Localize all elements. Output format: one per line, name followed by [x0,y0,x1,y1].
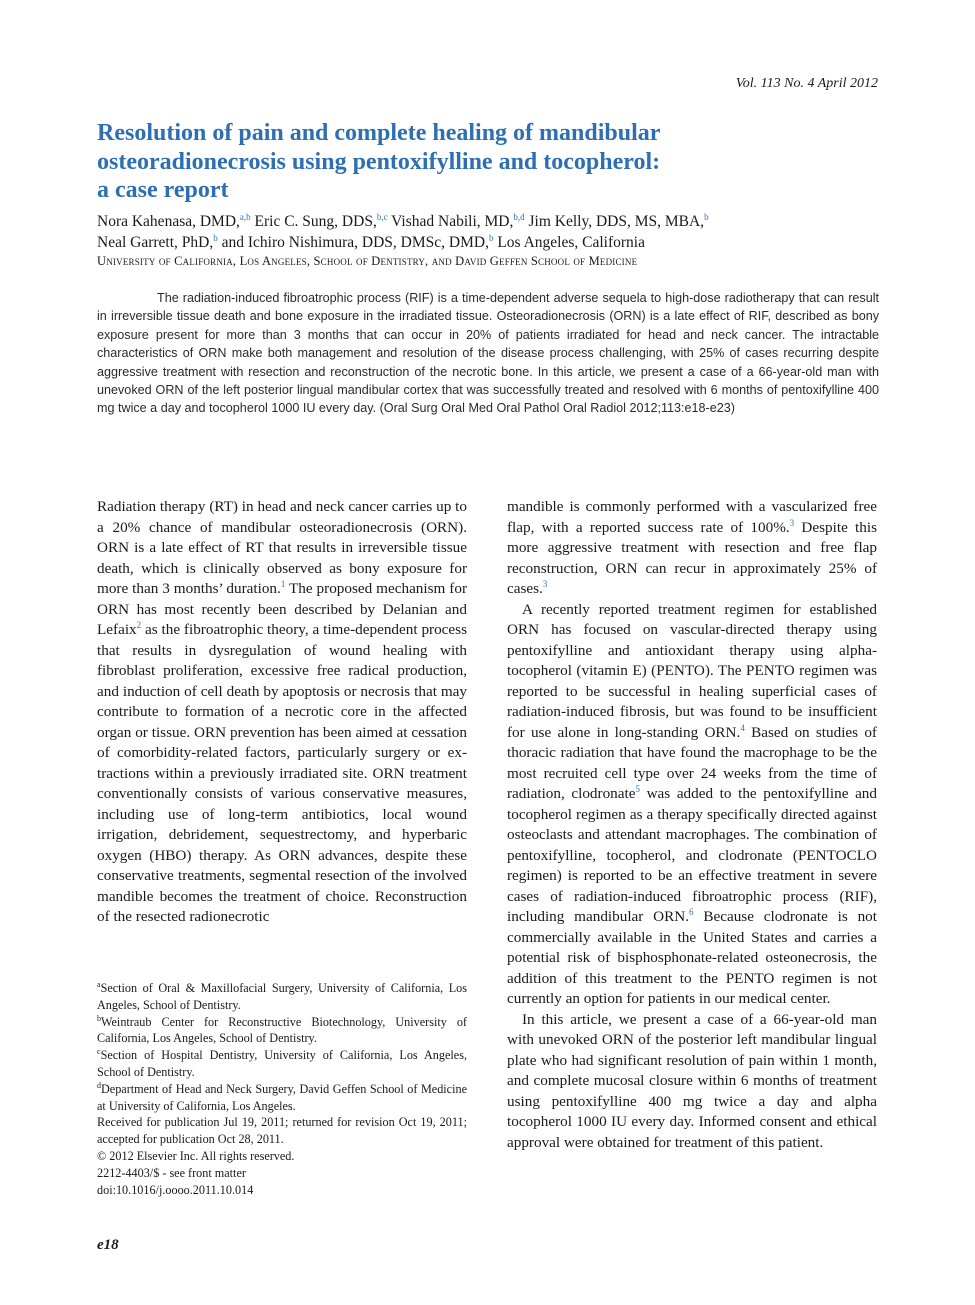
superscript-ref: b [704,211,709,222]
superscript-ref: 3 [789,517,795,528]
superscript-ref: 3 [542,578,548,589]
superscript-ref: b [213,232,218,243]
footnote-item: $^d$Department of Head and Neck Surgery, David Geffen School of Medicine at University of California, Los Angeles. [97,1080,467,1113]
abstract [97,289,879,418]
footnotes [97,980,467,1198]
footnote-item: $^b$Weintraub Center for Reconstructive Biotechnology, University of California, Los Angeles, School of Dentistry. [97,1013,467,1046]
title-line: osteoradionecrosis using pentoxifylline and tocopherol: [97,148,661,175]
body-paragraph: Radiation therapy (RT) in head and neck cancer carries up to a 20% chance of mandibular osteoradionecrosis (ORN). ORN is a late effect of RT that results in irreversible tissue death, which is clinically observed as bony exposure for more than 3 months’ duration.$^1$ The proposed mechanism for ORN has most recently been described by Delanian and Lefaix$^2$ as the fibroatrophic theory, a time-dependent process that results in dysregulation of wound healing with fibroblast proliferation, excessive free radical production, and induction of cell death by apoptosis or necrosis that may contribute to formation of a necrotic core in the affected organ or tissue. ORN prevention has been aimed at cessation of comorbidity-related factors, particularly surgery or extractions within a previously irradiated site. ORN treatment conventionally consists of various conservative measures, including use of long-term antibiotics, local wound irrigation, debridement, sequestrectomy, and hyperbaric oxygen (HBO) therapy. As ORN advances, despite these conservative treatments, segmental resection of the involved mandible becomes the treatment of choice. Reconstruction of the resected radionecrotic [97,498,467,925]
superscript-ref: 5 [635,783,640,794]
abstract-text: The radiation-induced fibroatrophic process (RIF) is a time-dependent adverse sequela to high-dose radiotherapy that can result in irreversible tissue death and bone exposure in the irradiated tissue. Osteoradionecrosis (ORN) is a late effect of RIF, described as bony exposure present for more than 3 months that can occur in 20% of patients irradiated for head and neck cancer. The intractable characteristics of ORN make both management and resolution of the disease process challenging, with 25% of cases recurring despite aggressive treatment with resection and reconstruction of the necrotic bone. In this article, we present a case of a 66-year-old man with unevoked ORN of the left posterior lingual mandibular cortex that was successfully treated and resolved with 6 months of pentoxifylline 400 mg twice a day and tocopherol 1000 IU every day. (Oral Surg Oral Med Oral Pathol Oral Radiol 2012;113:e18-e23) [97,291,879,416]
page-number: e18 [97,1237,119,1253]
footnote-marker: a [97,979,101,989]
institution-line: University of California, Los Angeles, School of Dentistry, and David Geffen School of Medicine [97,254,638,268]
footnote-marker: d [97,1080,101,1090]
body-paragraph: A recently reported treatment regimen for established ORN has focused on vascular-directed therapy using pentoxifylline and antioxidant therapy using alpha-tocopherol (vitamin E) (PENTO). The PENTO regimen was reported to be successful in healing superficial cases of radiation-induced fibrosis, but was found to be insufficient for use alone in long-standing ORN.$^4$ Based on studies of thoracic radiation that have found the macrophage to be the most recruited cell type over 24 weeks from the time of radiation, clodronate$^5$ was added to the pentoxifylline and tocopherol regimen as a therapy specifically directed against osteoclasts and attendant macrophages. The combination of pentoxifylline, tocopherol, and clodronate (PENTOCLO regimen) is reported to be an effective treatment in severe cases of radiation-induced fibroatrophic process (RIF), including mandibular ORN.$^6$ Because clodronate is not commercially available in the United States and carries a potential risk of bisphosphonate-related osteonecrosis, the addition of this treatment to the PENTO regimen is not currently an option for patients in our medical center. [507,600,878,1007]
footnote-item: $^c$Section of Hospital Dentistry, University of California, Los Angeles, School of Dentistry. [97,1047,467,1079]
title-line: Resolution of pain and complete healing of mandibular [97,120,661,146]
body-paragraph: In this article, we present a case of a 66-year-old man with unevoked ORN of the posterior left mandibular lingual plate who had significant resolution of pain within 1 month, and complete mucosal closure within 6 months of treatment using pentoxifylline 400 mg twice a day and alpha tocopherol 1000 IU every day. Informed consent and ethical approval were obtained for treatment of this patient. [507,1010,877,1151]
superscript-ref: a,b [239,211,251,222]
author-line: Nora Kahenasa, DMD,$^{a,b}$ Eric C. Sung, DDS,$^{b,c}$ Vishad Nabili, MD,$^{b,d}$ Jim Kelly, DDS, MS, MBA,$^b$ [97,211,709,230]
body-column-left [97,497,467,928]
body-column-right [507,497,877,1153]
article-title [97,119,817,205]
footnote-marker: c [97,1047,101,1057]
author-list [97,211,887,253]
superscript-ref: 4 [740,722,745,733]
footnote-item: $^a$Section of Oral & Maxillofacial Surgery, University of California, Los Angeles, School of Dentistry. [97,979,467,1012]
superscript-ref: 2 [136,619,142,630]
superscript-ref: b,c [376,211,388,222]
superscript-ref: 1 [280,578,286,589]
superscript-ref: 6 [689,906,694,917]
footnote-item: doi:10.1016/j.oooo.2011.10.014 [97,1182,254,1197]
author-line: Neal Garrett, PhD,$^b$ and Ichiro Nishimura, DDS, DMSc, DMD,$^b$ Los Angeles, California [97,232,645,251]
superscript-ref: b [488,232,494,243]
footnote-item: 2212-4403/$ - see front matter [97,1165,246,1180]
title-line: a case report [97,177,229,203]
footnote-marker: b [97,1013,101,1023]
body-paragraph: mandible is commonly performed with a vascularized free flap, with a reported success rate of 100%.$^3$ Despite this more aggressive treatment with resection and free flap reconstruction, ORN can recur in approximately 25% of cases.$^3$ [507,498,878,597]
journal-volume-info: Vol. 113 No. 4 April 2012 [735,76,878,91]
footnote-item: © 2012 Elsevier Inc. All rights reserved. [97,1148,295,1163]
footnote-item: Received for publication Jul 19, 2011; returned for revision Oct 19, 2011; accepted for publication Oct 28, 2011. [97,1115,467,1147]
superscript-ref: b,d [513,211,525,222]
